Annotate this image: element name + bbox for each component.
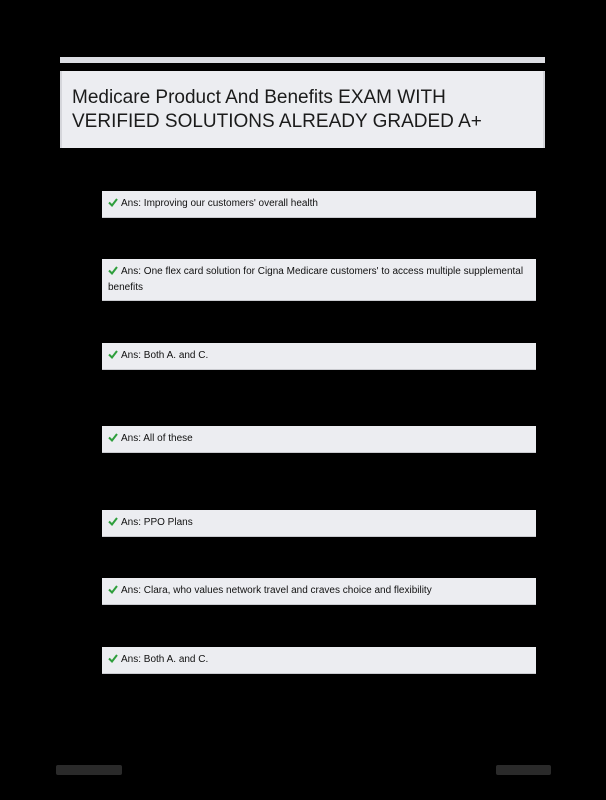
check-icon: [108, 349, 118, 359]
document-title-line1: Medicare Product And Benefits EXAM WITH: [72, 87, 446, 108]
footer-site-logo: [56, 765, 122, 775]
check-icon: [108, 653, 118, 663]
check-icon: [108, 516, 118, 526]
title-top-rule: [60, 57, 545, 63]
answer-box-2: [102, 259, 536, 301]
answer-box-7: [102, 647, 536, 674]
answer-text-6: Ans: Clara, who values network travel and craves choice and flexibility: [121, 585, 432, 596]
answer-text-7: Ans: Both A. and C.: [121, 654, 209, 665]
check-icon: [108, 197, 118, 207]
check-icon: [108, 584, 118, 594]
answer-box-3: [102, 343, 536, 370]
footer-page-number: [496, 765, 551, 775]
answer-box-5: [102, 510, 536, 537]
answer-text-1: Ans: Improving our customers' overall health: [121, 198, 318, 209]
check-icon: [108, 265, 118, 275]
answer-box-6: [102, 578, 536, 605]
answer-text-3: Ans: Both A. and C.: [121, 350, 209, 361]
answer-text-2: Ans: One flex card solution for Cigna Medicare customers' to access multiple supplemental benefits: [108, 266, 524, 293]
document-title-box: [60, 71, 545, 148]
answer-box-1: [102, 191, 536, 218]
answer-text-5: Ans: PPO Plans: [121, 517, 193, 528]
answer-box-4: [102, 426, 536, 453]
answer-text-4: Ans: All of these: [121, 433, 193, 444]
check-icon: [108, 432, 118, 442]
document-title-line2: VERIFIED SOLUTIONS ALREADY GRADED A+: [72, 111, 482, 132]
